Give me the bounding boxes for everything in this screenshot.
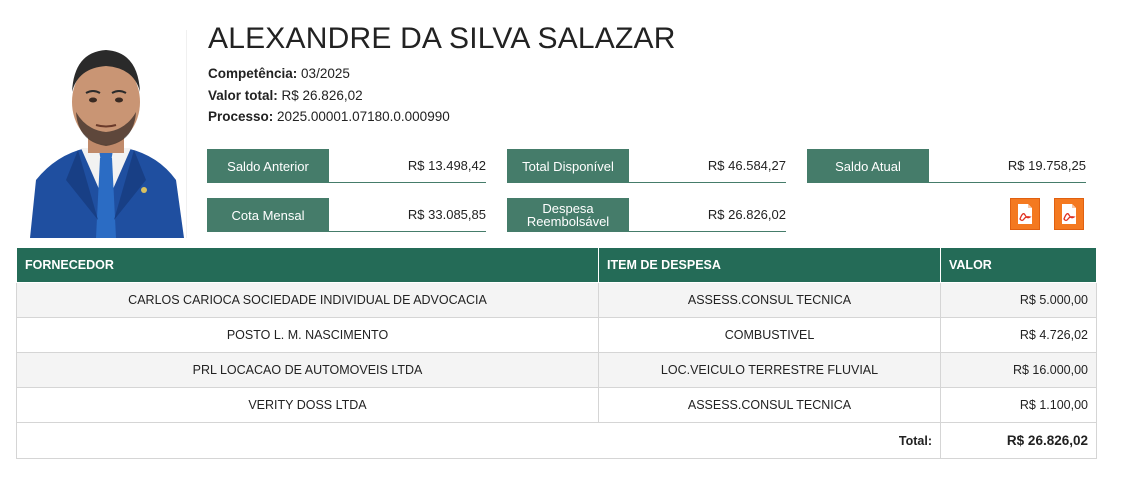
cell-fornecedor: CARLOS CARIOCA SOCIEDADE INDIVIDUAL DE ADVOCACIA (17, 283, 599, 318)
cell-valor: R$ 16.000,00 (941, 353, 1097, 388)
stat-saldo-atual (807, 149, 1086, 183)
profile-photo (26, 30, 187, 238)
stat-label: Saldo Anterior (207, 149, 329, 183)
stat-label: Cota Mensal (207, 198, 329, 232)
valor-total-line (208, 88, 363, 103)
stat-label: Total Disponível (507, 149, 629, 183)
cell-valor: R$ 1.100,00 (941, 388, 1097, 423)
pdf-icon (1060, 203, 1078, 225)
cell-valor: R$ 5.000,00 (941, 283, 1097, 318)
expenses-table (16, 247, 1097, 459)
stat-value: R$ 46.584,27 (629, 149, 786, 183)
page-title: ALEXANDRE DA SILVA SALAZAR (208, 22, 676, 55)
competencia-value: 03/2025 (301, 66, 350, 81)
total-value: R$ 26.826,02 (941, 423, 1097, 459)
table-header-row (17, 248, 1097, 283)
stat-label: Despesa Reembolsável (507, 198, 629, 232)
cell-item-despesa: COMBUSTIVEL (599, 318, 941, 353)
stat-despesa-reembolsavel (507, 198, 786, 232)
cell-item-despesa: LOC.VEICULO TERRESTRE FLUVIAL (599, 353, 941, 388)
table-row (17, 318, 1097, 353)
stat-label: Saldo Atual (807, 149, 929, 183)
table-row (17, 353, 1097, 388)
stat-total-disponivel (507, 149, 786, 183)
stat-saldo-anterior (207, 149, 486, 183)
processo-value: 2025.00001.07180.0.000990 (277, 109, 450, 124)
column-header-valor[interactable]: VALOR (941, 248, 1097, 283)
cell-fornecedor: POSTO L. M. NASCIMENTO (17, 318, 599, 353)
total-label: Total: (17, 423, 941, 459)
table-total-row (17, 423, 1097, 459)
valor-total-value: R$ 26.826,02 (281, 88, 363, 103)
valor-total-label: Valor total: (208, 88, 278, 103)
stat-value: R$ 26.826,02 (629, 198, 786, 232)
stat-value: R$ 33.085,85 (329, 198, 486, 232)
column-header-fornecedor[interactable]: FORNECEDOR (17, 248, 599, 283)
cell-fornecedor: PRL LOCACAO DE AUTOMOVEIS LTDA (17, 353, 599, 388)
cell-fornecedor: VERITY DOSS LTDA (17, 388, 599, 423)
pdf-icon (1016, 203, 1034, 225)
table-row (17, 283, 1097, 318)
processo-line (208, 109, 450, 124)
cell-valor: R$ 4.726,02 (941, 318, 1097, 353)
stat-cota-mensal (207, 198, 486, 232)
cell-item-despesa: ASSESS.CONSUL TECNICA (599, 283, 941, 318)
pdf-download-button[interactable] (1054, 198, 1084, 230)
cell-item-despesa: ASSESS.CONSUL TECNICA (599, 388, 941, 423)
pdf-download-button[interactable] (1010, 198, 1040, 230)
processo-label: Processo: (208, 109, 274, 124)
table-row (17, 388, 1097, 423)
competencia-label: Competência: (208, 66, 298, 81)
stat-value: R$ 19.758,25 (929, 149, 1086, 183)
competencia-line (208, 66, 350, 81)
column-header-item-despesa[interactable]: ITEM DE DESPESA (599, 248, 941, 283)
stat-value: R$ 13.498,42 (329, 149, 486, 183)
